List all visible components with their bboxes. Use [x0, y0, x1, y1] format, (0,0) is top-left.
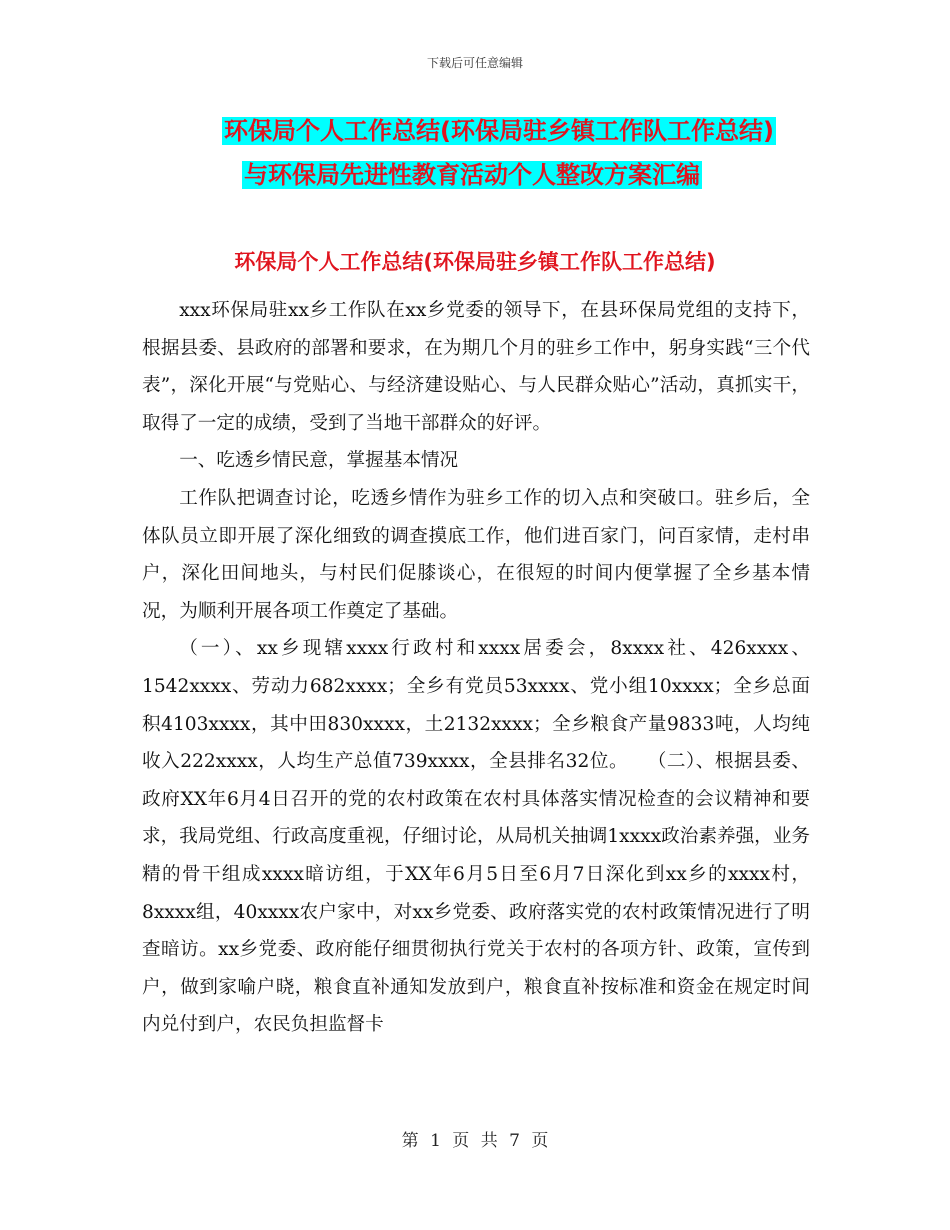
section-title: 环保局个人工作总结(环保局驻乡镇工作队工作总结) — [234, 250, 716, 274]
page-header-note: 下载后可任意编辑 — [426, 56, 523, 70]
paragraph-heading-1: 一、吃透乡情民意，掌握基本情况 — [179, 450, 459, 472]
document-title-line-1 — [24, 112, 950, 150]
paragraph-intro: xxx环保局驻xx乡工作队在xx乡党委的领导下，在县环保局党组的支持下，根据县委、县政府的部署和要求，在为期几个月的驻乡工作中，躬身实践“三个代表”，深化开展“与党贴心、与经济建设贴心、与人民群众贴心”活动，真抓实干，取得了一定的成绩，受到了当地干部群众的好评。 — [142, 300, 810, 434]
document-title-line-2-text: 与环保局先进性教育活动个人整改方案汇编 — [244, 161, 700, 189]
paragraph-statistics: （一）、xx乡现辖xxxx行政村和xxxx居委会，8xxxx社、426xxxx、1542xxxx、劳动力682xxxx；全乡有党员53xxxx、党小组10xxxx；全乡总面积4103xxxx，其中田830xxxx，土2132xxxx；全乡粮食产量9833吨，人均纯收入222xxxx，人均生产总值739xxxx，全县排名32位。 （二）、根据县委、政府XX年6月4日召开的党的农村政策在农村具体落实情况检查的会议精神和要求，我局党组、行政高度重视，仔细讨论，从局机关抽调1xxxx政治素养强，业务精的骨干组成xxxx暗访组，于XX年6月5日至6月7日深化到xx乡的xxxx村，8xxxx组，40xxxx农户家中，对xx乡党委、政府落实党的农村政策情况进行了明查暗访。xx乡党委、政府能仔细贯彻执行党关于农村的各项方针、政策，宣传到户，做到家喻户晓，粮食直补通知发放到户，粮食直补按标准和资金在规定时间内兑付到户，农民负担监督卡 — [142, 638, 810, 1036]
document-title-line-2 — [0, 156, 947, 194]
document-body — [142, 292, 810, 1044]
page-footer: 第 1 页 共 7 页 — [401, 1131, 549, 1151]
document-title-line-1-text: 环保局个人工作总结(环保局驻乡镇工作队工作总结) — [224, 117, 774, 145]
paragraph-investigation: 工作队把调查讨论，吃透乡情作为驻乡工作的切入点和突破口。驻乡后，全体队员立即开展了深化细致的调查摸底工作，他们进百家门，问百家情，走村串户，深化田间地头，与村民们促膝谈心，在很短的时间内便掌握了全乡基本情况，为顺利开展各项工作奠定了基础。 — [142, 487, 810, 622]
